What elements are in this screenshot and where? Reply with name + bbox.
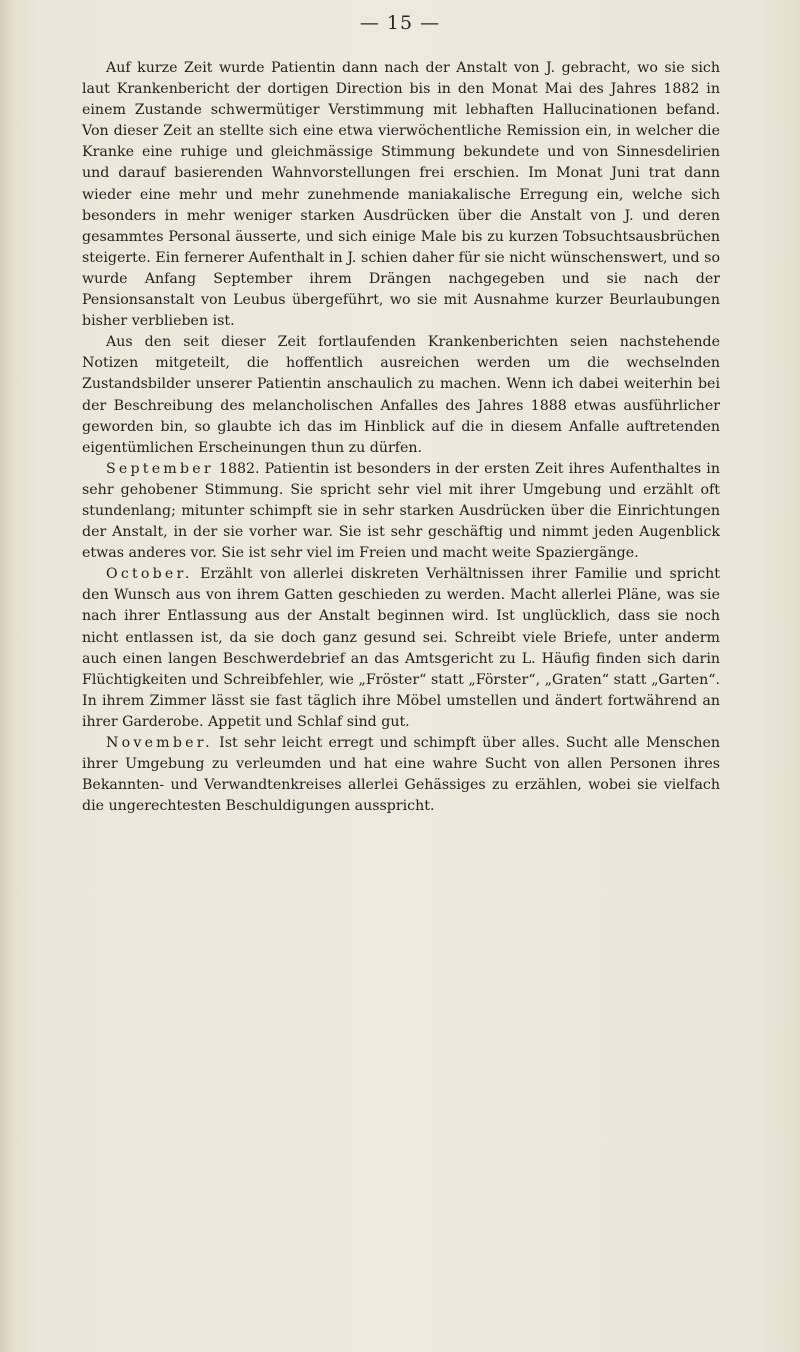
paragraph-text: Auf kurze Zeit wurde Patientin dann nach der Anstalt von J. gebracht, wo sie sich laut Krankenbericht der dortigen Direction bis in den Monat Mai des Jahres 1882 in einem Zustande schwermütiger Verstimmung mit lebhaften Hallucinationen befand. Von dieser Zeit an stellte sich eine etwa vierwöchentliche Remission ein, in welcher die Kranke eine ruhige und gleichmässige Stimmung bekundete und von Sinnesdelirien und darauf basierenden Wahnvorstellungen frei erschien. Im Monat Juni trat dann wieder eine mehr und mehr zunehmende maniakalische Erregung ein, welche sich besonders in mehr weniger starken Ausdrücken über die Anstalt von J. und deren gesammtes Personal äusserte, und sich einige Male bis zu kurzen Tobsuchtsausbrüchen steigerte. Ein fernerer Aufenthalt in J. schien daher für sie nicht wünschenswert, und so wurde Anfang September ihrem Drängen nachgegeben und sie nach der Pensionsanstalt von Leubus übergeführt, wo sie mit Ausnahme kurzer Beurlaubungen bisher verblieben ist. xyxy=(82,60,720,330)
month-heading: November. xyxy=(106,735,213,751)
body-text xyxy=(82,58,720,817)
month-heading: September xyxy=(106,460,214,477)
month-heading: October. xyxy=(106,566,193,583)
paragraph-text: Ist sehr leicht erregt und schimpft über alles. Sucht alle Menschen ihrer Umgebung zu verleumden und hat eine wahre Sucht von allen Personen ihres Bekannten- und Verwandtenkreises allerlei Gehässiges zu erzählen, wobei sie vielfach die ungerechtesten Beschuldigungen ausspricht. xyxy=(82,735,720,815)
page-number: — 15 — xyxy=(359,12,441,34)
paragraph-text: 1882. Patientin ist besonders in der ersten Zeit ihres Aufenthaltes in sehr gehobener Stimmung. Sie spricht sehr viel mit ihrer Umgebung und erzählt oft stundenlang; mitunter schimpft sie in sehr starken Ausdrücken über die Einrichtungen der Anstalt, in der sie vorher war. Sie ist sehr geschäftig und nimmt jeden Augenblick etwas anderes vor. Sie ist sehr viel im Freien und macht weite Spaziergänge. xyxy=(82,460,720,562)
paragraph-september xyxy=(82,459,720,564)
paragraph-october xyxy=(82,564,720,733)
paragraph-2 xyxy=(82,332,720,459)
paragraph-1 xyxy=(82,58,720,332)
paragraph-text: Aus den seit dieser Zeit fortlaufenden Krankenberichten seien nachstehende Notizen mitgeteilt, die hoffentlich ausreichen werden um die wechselnden Zustandsbilder unserer Patientin anschaulich zu machen. Wenn ich dabei weiterhin bei der Beschreibung des melancholischen Anfalles des Jahres 1888 etwas ausführlicher geworden bin, so glaubte ich das im Hinblick auf die in diesem Anfalle auftretenden eigentümlichen Erscheinungen thun zu dürfen. xyxy=(82,334,720,456)
paragraph-text: Erzählt von allerlei diskreten Verhältnissen ihrer Familie und spricht den Wunsch aus von ihrem Gatten geschieden zu werden. Macht allerlei Pläne, was sie nach ihrer Entlassung aus der Anstalt beginnen wird. Ist unglücklich, dass sie noch nicht entlassen ist, da sie doch ganz gesund sei. Schreibt viele Briefe, unter anderm auch einen langen Beschwerdebrief an das Amtsgericht zu L. Häufig finden sich darin Flüchtigkeiten und Schreibfehler, wie „Fröster“ statt „Förster“, „Graten“ statt „Garten“. In ihrem Zimmer lässt sie fast täglich ihre Möbel umstellen und ändert fortwährend an ihrer Garderobe. Appetit und Schlaf sind gut. xyxy=(82,566,720,730)
paragraph-november xyxy=(82,733,720,817)
